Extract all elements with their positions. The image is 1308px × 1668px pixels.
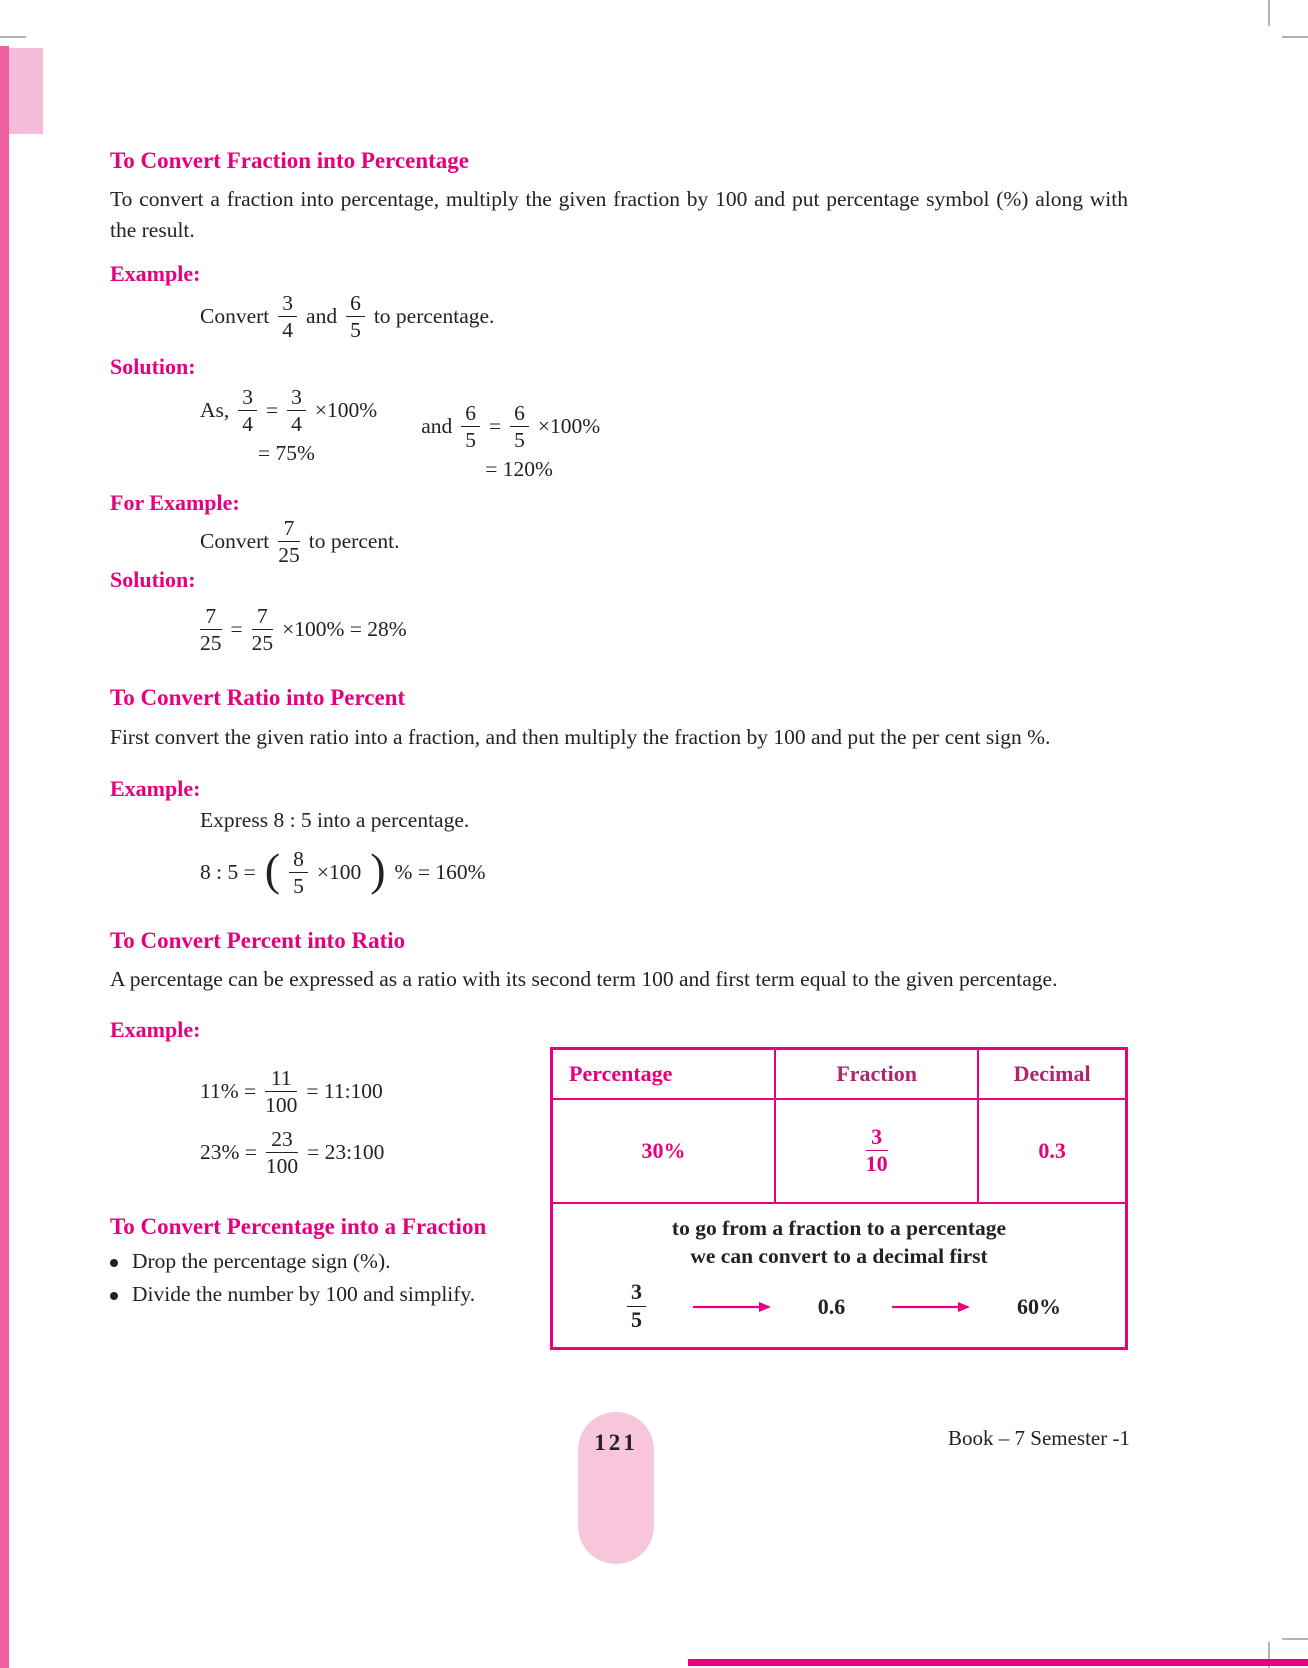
for-example-label: For Example: [110,490,240,516]
equation-tail: = 23:100 [307,1140,385,1165]
open-paren: ( [264,844,281,896]
equation-group-left [200,385,377,466]
section-heading-percentage-to-fraction: To Convert Percentage into a Fraction [110,1214,487,1240]
fraction-23-100: $\frac{23}{100}$ [265,1127,299,1179]
convert-word: Convert [200,303,270,328]
two-column-area [110,1017,1128,1350]
section2-paragraph: First convert the given ratio into a fraction, and then multiply the fraction by 100 and put the per cent sign %. [110,724,1051,749]
cell-decimal: 0.3 [978,1099,1126,1203]
result-75: = 75% [258,441,315,466]
bullet-item-1 [110,1249,550,1274]
ratio-equation [200,844,1128,898]
close-paren: ) [370,844,386,896]
section3-paragraph: A percentage can be expressed as a ratio with its second term 100 and first term equal to the given percentage. [110,967,1058,992]
left-edge-strip [0,46,9,1668]
section-heading-fraction-to-percentage: To Convert Fraction into Percentage [110,148,469,173]
page-content [110,148,1128,1350]
col-header-decimal: Decimal [978,1048,1126,1099]
left-column [110,1017,550,1307]
note-line-1: to go from a fraction to a percentage [671,1215,1007,1240]
equation-tail: % = 160% [394,859,486,884]
fraction-8-5: $\frac{8}{5}$ [289,847,308,898]
fraction-7-25-b: $\frac{7}{25}$ [251,604,274,656]
example-label-1: Example: [110,261,201,287]
crop-mark-top-right-vertical [1268,0,1270,26]
cell-fraction [775,1099,978,1203]
to-percent-text: to percent. [308,528,400,553]
conversion-table-wrap [550,1047,1128,1350]
fraction-3-5: $\frac{3}{5}$ [627,1280,646,1332]
right-arrow-icon [693,1301,771,1313]
page-number: 121 [594,1430,638,1455]
equals-sign: = [230,617,243,642]
conversion-table [550,1047,1128,1350]
solution1-equations [200,385,1128,482]
bottom-edge-strip [688,1659,1308,1666]
left-pink-tab [9,48,43,134]
example-label-3: Example: [110,1016,201,1042]
equals-sign: = [489,414,502,439]
bullet-text: Divide the number by 100 and simplify. [132,1281,476,1306]
cell-percentage: 30% [552,1099,776,1203]
fraction-11-100: $\frac{11}{100}$ [265,1065,298,1118]
equation-group-right [421,401,600,482]
to-percentage-text: to percentage. [373,303,495,328]
col-header-fraction: Fraction [775,1048,978,1099]
and-word: and [306,303,338,328]
table-header-row [552,1048,1127,1099]
col-header-percentage: Percentage [552,1048,776,1099]
bullet-text: Drop the percentage sign (%). [132,1248,391,1273]
equation-6-5 [421,401,600,452]
note-line-2: we can convert to a decimal first [690,1244,988,1269]
fraction-3-4: $\frac{3}{4}$ [278,291,297,342]
book-semester-label: Book – 7 Semester -1 [948,1426,1130,1450]
fraction-3-4-b: $\frac{3}{4}$ [287,385,306,436]
crop-mark-bottom-right-horizontal [1282,1638,1308,1640]
conversion-flow [561,1270,1117,1336]
times-100-text: ×100% [314,398,378,423]
as-word: As, [200,398,230,423]
equation-23-percent [200,1127,550,1178]
equation-11-percent [200,1066,550,1117]
example2-statement [200,516,1128,567]
crop-mark-top-right-horizontal [1282,36,1308,38]
bullet-icon [110,1292,118,1300]
fraction-7-25-a: $\frac{7}{25}$ [200,604,222,656]
result-120: = 120% [485,457,553,482]
equation-lead: 8 : 5 = [200,859,256,884]
flow-percentage: 60% [1017,1293,1061,1319]
example-label-2: Example: [110,776,201,802]
equation-lead: 23% = [200,1140,257,1165]
note-cell [552,1203,1127,1349]
express-text: Express 8 : 5 into a percentage. [200,807,470,832]
equation-tail: = 11:100 [306,1079,383,1104]
and-mid-word: and [421,414,453,439]
crop-mark-top-left [0,36,26,38]
convert-word: Convert [200,528,270,553]
right-arrow-icon [892,1301,970,1313]
section1-paragraph: To convert a fraction into percentage, multiply the given fraction by 100 and put percentage symbol (%) along with the result. [110,187,1128,242]
table-data-row [552,1099,1127,1203]
times-100-text: ×100% [537,414,601,439]
fraction-6-5-a: $\frac{6}{5}$ [461,401,480,452]
table-note-row [552,1203,1127,1349]
bullet-item-2 [110,1282,550,1307]
equation-tail: ×100% = 28% [282,617,407,642]
equals-sign: = [266,398,279,423]
times-100-text: ×100 [316,859,362,884]
example1-statement [200,291,1128,342]
equation-lead: 11% = [200,1079,257,1104]
section-heading-ratio-to-percent: To Convert Ratio into Percent [110,685,406,711]
fraction-3-10: $\frac{3}{10}$ [865,1123,888,1177]
express-statement [200,808,1128,833]
solution-label-1: Solution: [110,353,196,379]
bullet-icon [110,1259,118,1267]
flow-decimal: 0.6 [817,1293,846,1319]
solution2-equation [200,604,1128,655]
fraction-3-4-a: $\frac{3}{4}$ [238,385,257,436]
solution-label-2: Solution: [110,566,196,592]
fraction-6-5-b: $\frac{6}{5}$ [510,401,529,452]
fraction-6-5: $\frac{6}{5}$ [346,291,365,342]
fraction-7-25: $\frac{7}{25}$ [278,515,300,567]
section-heading-percent-to-ratio: To Convert Percent into Ratio [110,927,406,953]
equation-3-4 [200,385,377,436]
